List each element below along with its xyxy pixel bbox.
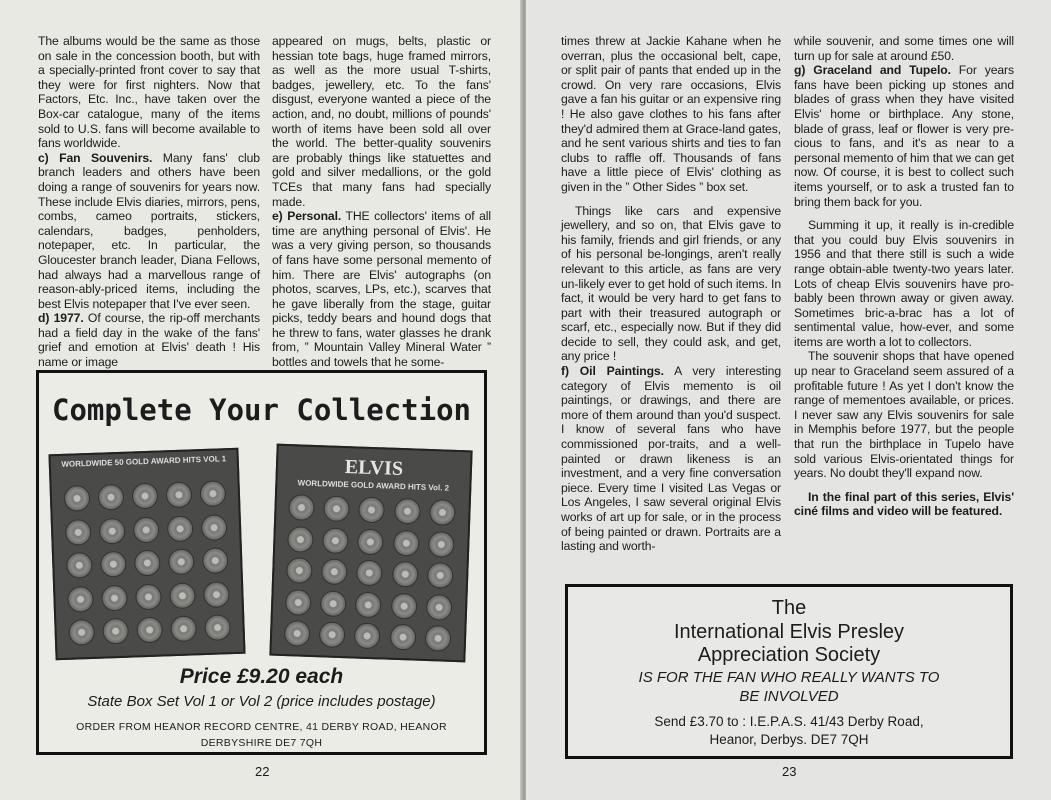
gold-disc-icon [323,495,350,522]
section-heading: c) Fan Souvenirs. [38,150,153,165]
gold-disc-icon [286,557,313,584]
right-column-1 [561,34,781,554]
gold-disc-icon [167,515,194,542]
record-box-set-vol2-image [269,444,472,663]
gold-disc-icon [427,562,454,589]
ad-heading: The [771,597,807,619]
gold-disc-icon [288,494,315,521]
record-box-set-vol1-image [48,448,245,661]
gold-disc-icon [319,622,346,649]
paragraph: Summing it up, it really is in-credible that you could buy Elvis souvenirs in 1956 and that there still is such a wide range obtain-able twenty-two years later. Lots of cheap Elvis souvenirs have pro-bably been thrown away or given away. Sometimes bric-a-brac has a lot of sentimental value, how-ever, and some items are worth a lot to collectors. [794,218,1014,349]
gold-disc-icon [199,480,226,507]
gold-disc-icon [320,590,347,617]
gold-disc-icon [202,547,229,574]
gold-disc-icon [170,616,197,643]
gold-disc-icon [66,552,93,579]
gold-disc-icon [354,623,381,650]
page-number: 22 [255,764,270,779]
gold-disc-icon [429,499,456,526]
gold-disc-icon [284,620,311,647]
paragraph: Things like cars and expensive jewellery, and so on, that Elvis gave to his family, friends and girl friends, or any of his personal be-longings, aren't really relevant to this article, as fans are very un-likely ever to get hold of such items. In fact, it would be very hard to get fans to part with their treasured autograph or scarf, etc., especially now. But if they did decide to sell, they could ask, and get, any price ! [561,203,781,364]
gold-disc-icon [101,585,128,612]
ad-title: Complete Your Collection [51,393,472,427]
left-column-1 [38,34,260,370]
paragraph: appeared on mugs, belts, plastic or hessian tote bags, huge framed mirrors, as well as the more usual T-shirts, badges, jewellery, etc. To the fans' disgust, everyone wanted a piece of the action, and, no doubt, millions of pounds' worth of items have been sold all over the world. The better-quality souvenirs are probably things like statuettes and gold and silver medallions, or the gold TCEs that many fans had specially made. [272,34,491,209]
gold-disc-icon [357,528,384,555]
ad-price: Price £9.20 each [179,665,344,688]
gold-disc-icon [133,516,160,543]
gold-disc-icon [204,615,231,642]
society-tagline: BE INVOLVED [739,688,839,705]
gold-disc-icon [356,560,383,587]
gold-disc-icon [424,625,451,652]
paragraph: g) Graceland and Tupelo. For years fans have been picking up stones and blades of grass when they have visited Elvis' home or birthplace. Any stone, blade of grass, leaf or flower is very pre-cious to fans, and it's as near to a personal memento of him that we can get now. Of course, it is best to collect such items yourself, or to ask a trusted fan to bring them back for you. [794,63,1014,209]
gold-disc-icon [102,618,129,645]
left-page [0,0,522,800]
gold-disc-icon [99,517,126,544]
ad-order-address: ORDER FROM HEANOR RECORD CENTRE, 41 DERBY ROAD, HEANOR DERBYSHIRE DE7 7QH [76,721,447,749]
series-note: In the final part of this series, Elvis' ciné films and video will be featured. [794,489,1014,519]
society-address: Send £3.70 to : I.E.P.A.S. 41/43 Derby Road, [654,714,924,729]
paragraph: e) Personal. THE collectors' items of all time are anything personal of Elvis'. He was a very giving person, so thousands of fans have some personal memento of him. There are Elvis' autographs (on photos, scarves, LPs, etc.), scarves that he gave liberally from the stage, guitar picks, teddy bears and hound dogs that he threw to fans, water glasses he drank from, ” Mountain Valley Mineral Water ” bottles and towels that he some- [272,209,492,370]
record-title: ELVIS [344,456,404,481]
record-label: WORLDWIDE 50 GOLD AWARD HITS VOL 1 [61,454,227,469]
gold-disc-icon [67,586,94,613]
gold-disc-icon [287,526,314,553]
gold-disc-icon [428,531,455,558]
paragraph: f) Oil Paintings. A very interesting category of Elvis memento is oil paintings, or drawings, and there are more of them around than you'd suspect. I know of several fans who have commissioned por-traits, and a well-painted or drawn likeness is an investment, and a very fine conversation piece. Every time I visited Las Vegas or Los Angeles, I saw several original Elvis works of art up for sale, or in the process of being painted or drawn. Portraits are a lasting and worth- [561,364,781,554]
section-heading: d) 1977. [38,311,84,326]
gold-disc-icon [168,549,195,576]
gold-disc-icon [393,529,420,556]
ad-box-set-note: State Box Set Vol 1 or Vol 2 (price includes postage) [87,693,436,710]
gold-disc-icon [203,581,230,608]
page-number: 23 [782,764,797,779]
gold-disc-icon [355,591,382,618]
paragraph: while souvenir, and some times one will turn up for sale at around £50. [794,34,1014,63]
gold-disc-icon [136,617,163,644]
gold-disc-icon [322,527,349,554]
gold-disc-icon [134,550,161,577]
gold-disc-grid [282,492,459,650]
paragraph: times threw at Jackie Kahane when he overran, plus the occasional belt, cape, or split pair of pants that ended up in the crowd. On very rare occasions, Elvis gave a fan his guitar or an expensive ring ! He also gave clothes to his fans after they'd admired them at Grace-land gates, and he sent various shirts and ties to fan clubs to raffle off. Thousands of fans have a little piece of Elvis' clothing as given in the ” Other Sides ” box set. [561,34,781,194]
society-advertisement [565,584,1013,759]
gold-disc-grid [62,478,234,648]
gold-disc-icon [390,593,417,620]
society-tagline: IS FOR THE FAN WHO REALLY WANTS TO [638,669,940,686]
gold-disc-icon [285,589,312,616]
society-address: Heanor, Derbys. DE7 7QH [709,732,869,747]
gold-disc-icon [98,484,125,511]
left-column-2 [272,34,491,370]
paragraph: The albums would be the same as those on sale in the concession booth, but with a specially-printed front cover to say that they were for first nighters. Now that Factors, Etc. Inc., have taken over the Box-car catalogue, many of the items sold to U.S. fans will become available to fans worldwide. [38,34,260,151]
section-heading: f) Oil Paintings. [561,364,664,379]
gold-disc-icon [394,498,421,525]
gold-disc-icon [135,583,162,610]
gold-disc-icon [426,594,453,621]
paragraph: The souvenir shops that have opened up near to Graceland seem assured of a profitable future ! As yet I don't know the range of mementoes available, or prices. I never saw any Elvis souvenirs for sale in Memphis before 1977, but the people that run the birthplace in Tupelo have sold various Elvis-orientated things for years. No doubt they'll expand now. [794,349,1014,481]
society-name: Appreciation Society [697,644,881,666]
record-label: WORLDWIDE GOLD AWARD HITS Vol. 2 [297,478,450,493]
gold-disc-icon [65,519,92,546]
society-name: International Elvis Presley [673,621,905,643]
gold-disc-icon [321,558,348,585]
gold-disc-icon [64,485,91,512]
section-heading: g) Graceland and Tupelo. [794,63,951,78]
gold-disc-icon [132,483,159,510]
gold-disc-icon [358,497,385,524]
gold-disc-icon [169,582,196,609]
gold-disc-icon [68,619,95,646]
gold-disc-icon [100,551,127,578]
gold-disc-icon [166,481,193,508]
section-heading: e) Personal. [272,209,342,224]
right-column-2 [794,34,1014,519]
paragraph: c) Fan Souvenirs. Many fans' club branch leaders and others have been doing a range of souvenirs for years now. These include Elvis diaries, mirrors, pens, combs, cameo portraits, stickers, calendars, badges, penholders, notepaper, etc. In particular, the Gloucester branch leader, Diana Fellows, had always had a marvellous range of reason-ably-priced items, including the best Elvis notepaper that I've ever seen. [38,150,260,311]
gold-disc-icon [391,561,418,588]
paragraph: d) 1977. Of course, the rip-off merchants had a field day in the wake of the fans' grief and emotion at Elvis' death ! His name or image [38,311,260,370]
gold-disc-icon [201,514,228,541]
gold-disc-icon [389,624,416,651]
record-advertisement [36,370,487,755]
